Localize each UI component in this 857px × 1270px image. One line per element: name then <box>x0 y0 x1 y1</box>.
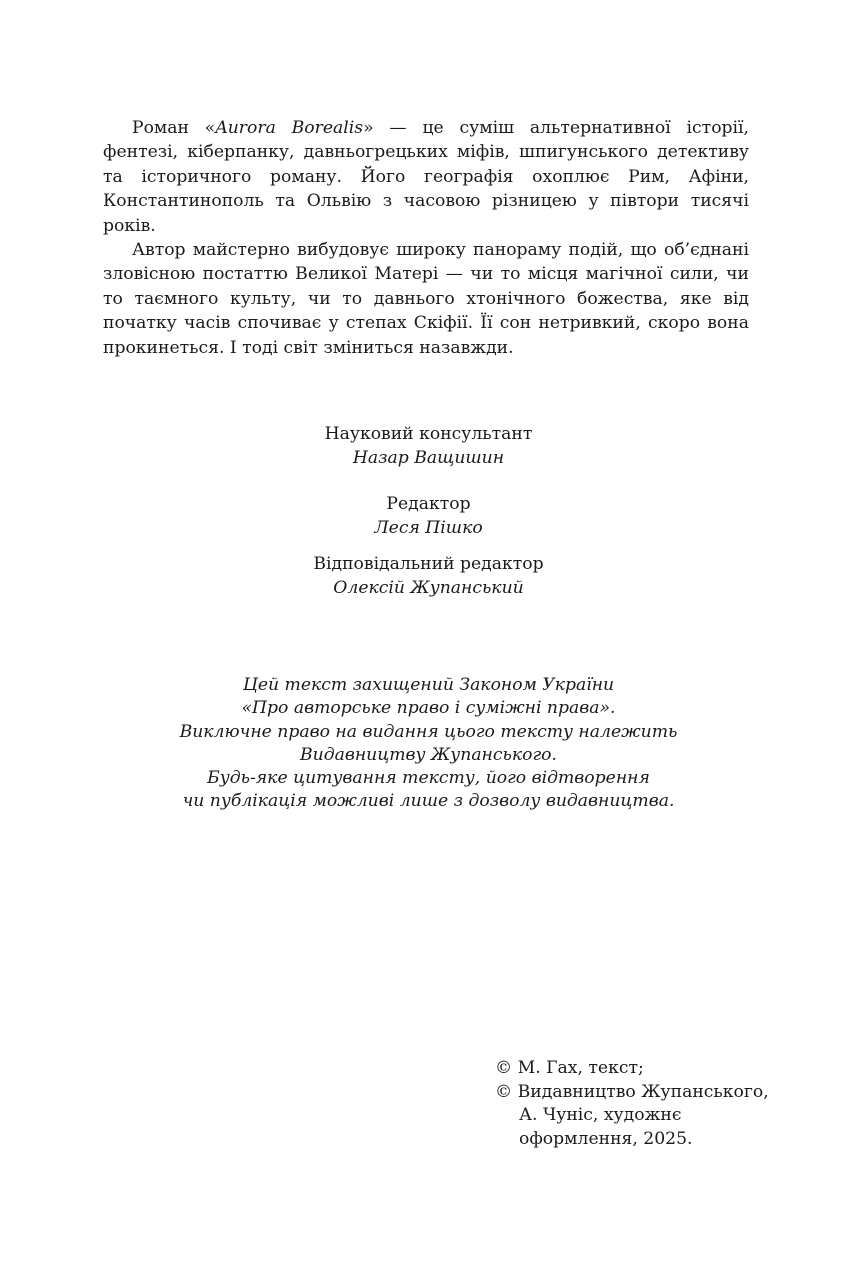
copyright-line: © М. Гах, текст; <box>495 1058 644 1078</box>
credit-role: Відповідальний редактор <box>313 554 544 574</box>
legal-line: Цей текст захищений Законом України <box>242 675 615 695</box>
annotation-p1-prefix: Роман « <box>132 118 216 138</box>
annotation-p1-text: » — це суміш альтернативної історії, фентезі, кіберпанку, давньогрецьких міфів, шпигунського детективу та історичного роману. Його географія охоплює Рим, Афіни, Константинополь та Ольвію з часовою різницею у півтори тисячі років. <box>103 118 749 236</box>
copyright-line: А. Чуніс, художнє <box>519 1105 682 1125</box>
copyright-line: © Видавництво Жупанського, <box>495 1081 769 1102</box>
copyright-line: оформлення, 2025. <box>519 1128 693 1149</box>
legal-line: Видавництву Жупанського. <box>300 744 557 765</box>
legal-line: Будь-яке цитування тексту, його відтворення <box>207 768 650 789</box>
credit-person: Назар Ващишин <box>352 447 505 468</box>
book-annotation <box>103 116 749 360</box>
copyright-law-notice <box>0 674 857 814</box>
credit-responsible-editor <box>0 553 857 600</box>
annotation-paragraph-2: Автор майстерно вибудовує широку панораму подій, що об’єднані зловісною постаттю Великої Матері — чи то місця магічної сили, чи то таємного культу, чи то давнього хтонічного божества, яке від початку часів спочиває у степах Скіфії. Її сон нетривкий, скоро вона прокинеться. І тоді світ зміниться назавжди. <box>103 240 749 358</box>
credit-person: Леся Пішко <box>374 517 483 538</box>
credit-editor <box>0 493 857 540</box>
legal-line: «Про авторське право і суміжні права». <box>241 698 616 719</box>
credit-person: Олексій Жупанський <box>333 577 524 598</box>
legal-line: Виключне право на видання цього тексту належить <box>179 721 678 742</box>
novel-title: Aurora Borealis <box>215 118 364 138</box>
copyright-block <box>495 1057 795 1151</box>
annotation-paragraph-1 <box>103 116 749 238</box>
credit-role: Науковий консультант <box>324 424 533 444</box>
credit-scientific-consultant <box>0 423 857 470</box>
credit-role: Редактор <box>386 494 471 514</box>
legal-line: чи публікація можливі лише з дозволу видавництва. <box>182 791 675 812</box>
